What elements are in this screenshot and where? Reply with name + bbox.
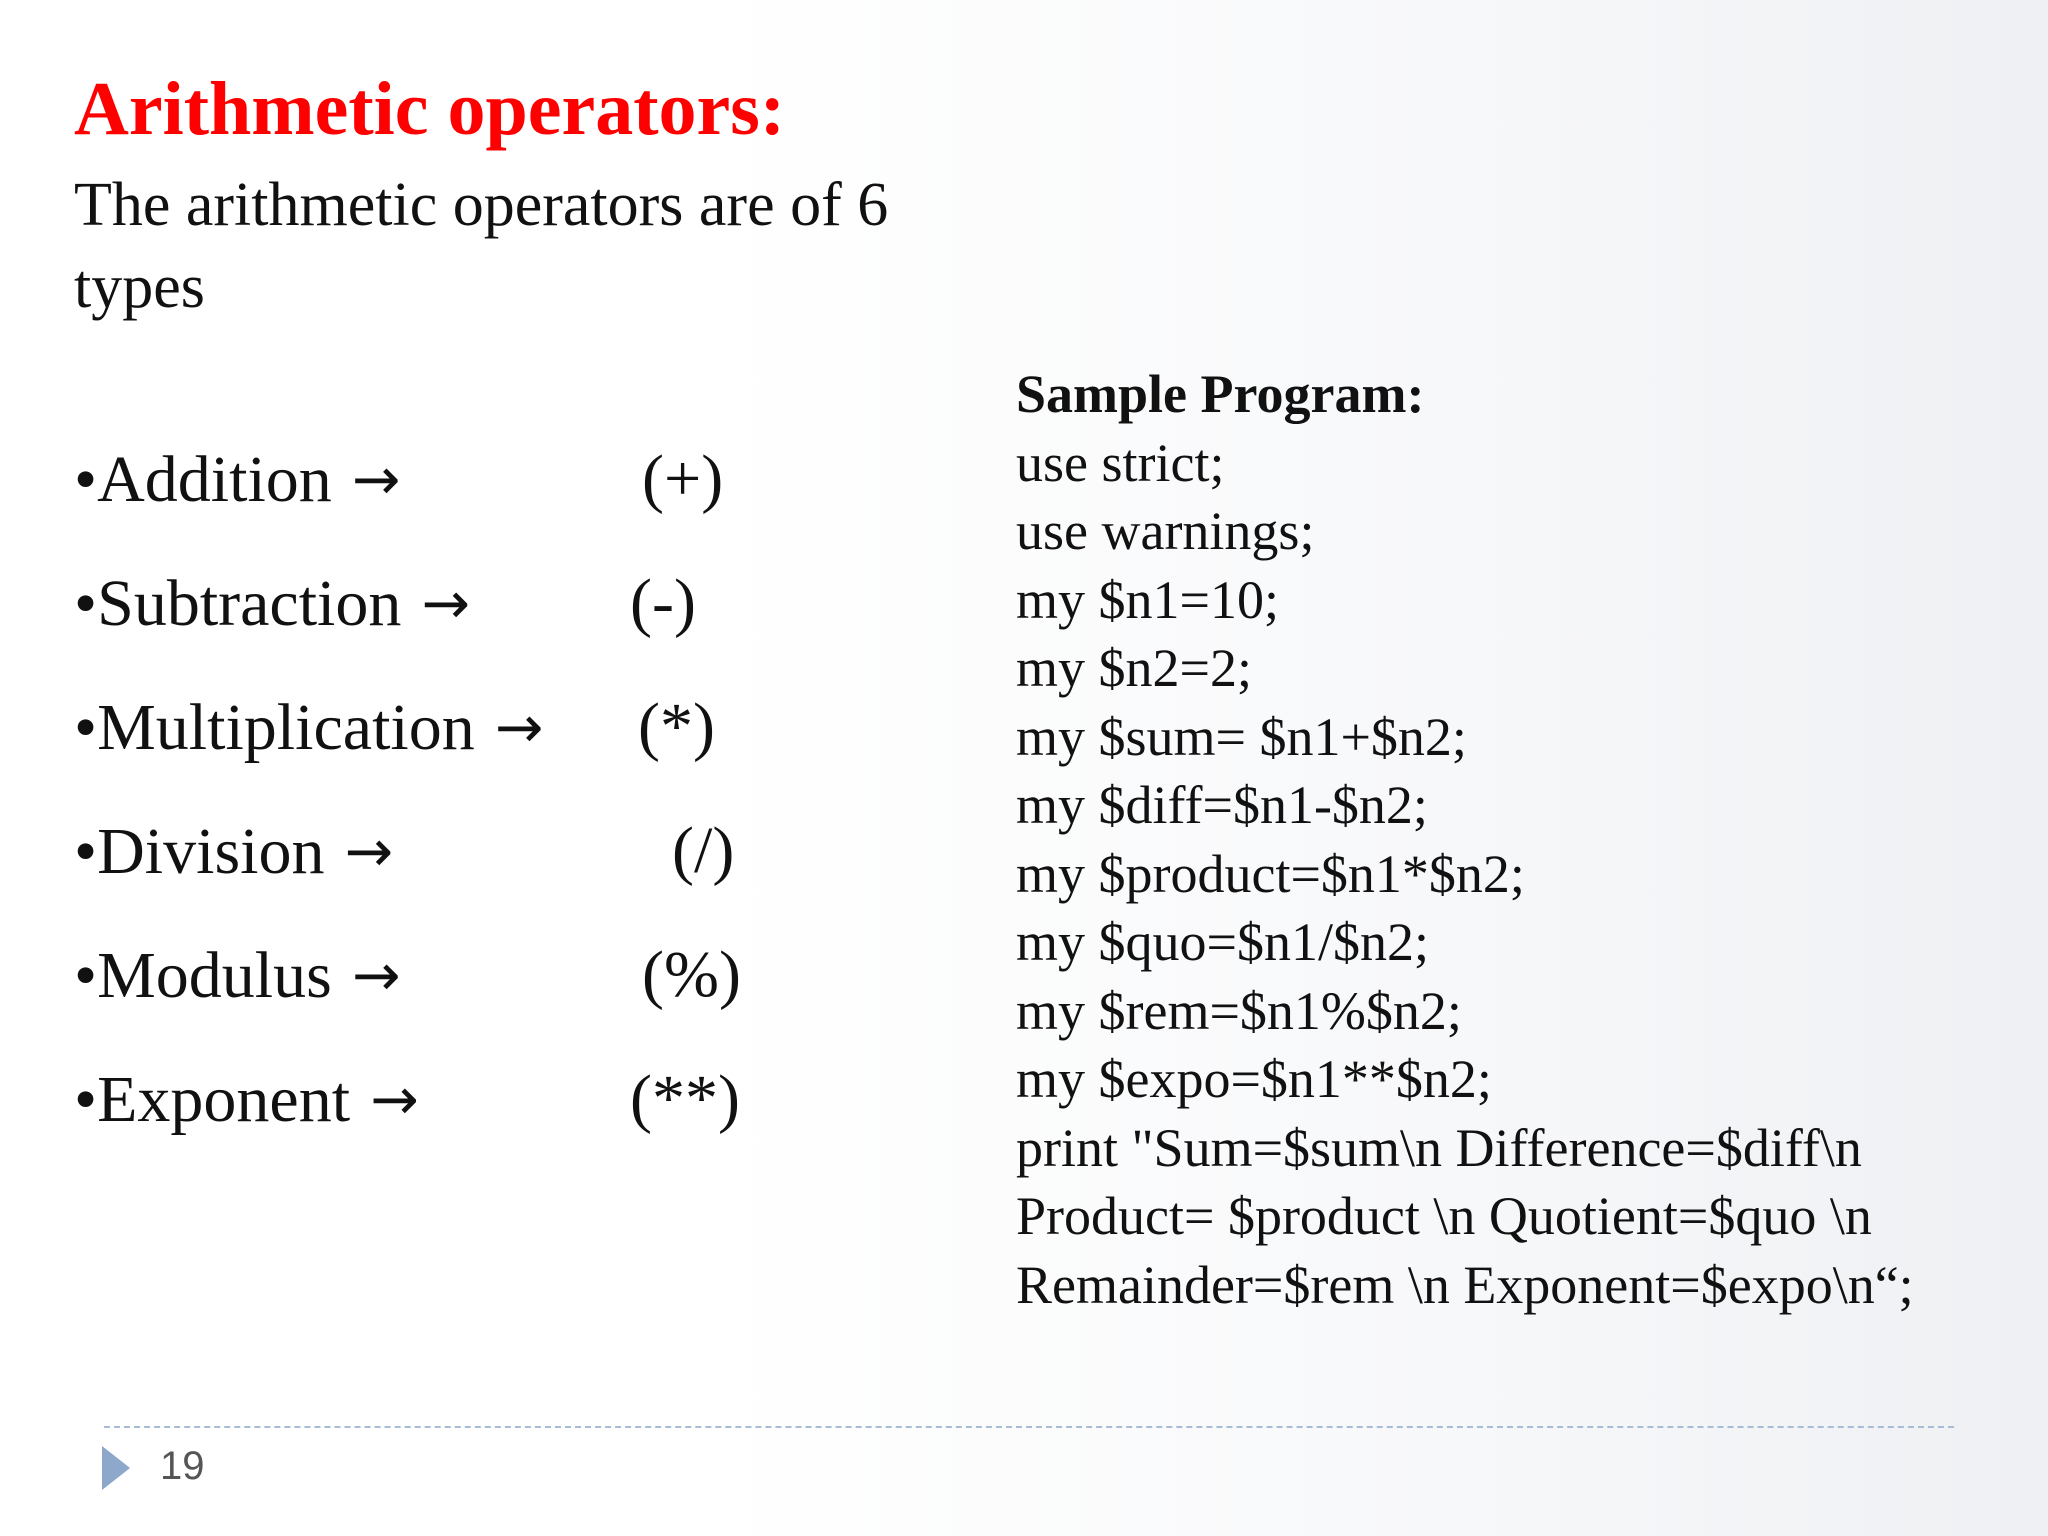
sample-program-heading: Sample Program: xyxy=(1016,364,1425,424)
slide-subtitle: The arithmetic operators are of 6 types xyxy=(74,171,889,321)
operator-list xyxy=(74,434,834,1178)
operator-item-division xyxy=(74,806,834,930)
operator-symbol: (*) xyxy=(638,690,715,763)
code-line: use strict; xyxy=(1016,432,1225,493)
operator-item-addition xyxy=(74,434,834,558)
bullet-icon: • xyxy=(74,815,98,888)
operator-item-subtraction xyxy=(74,558,834,682)
code-line: Product= $product \n Quotient=$quo \n xyxy=(1016,1186,1872,1246)
arrow-right-icon: → xyxy=(370,1065,419,1133)
operator-symbol: (+) xyxy=(642,442,724,515)
operator-name: Division xyxy=(97,815,325,888)
operator-name: Modulus xyxy=(97,939,332,1012)
operator-symbol: (**) xyxy=(630,1062,740,1135)
arrow-right-icon: → xyxy=(351,941,401,1009)
arrow-right-icon: → xyxy=(351,445,401,513)
code-line: my $quo=$n1/$n2; xyxy=(1016,912,1429,972)
code-line: my $n1=10; xyxy=(1016,569,1279,630)
operator-name: Exponent xyxy=(97,1063,351,1136)
arrow-right-icon: → xyxy=(421,569,471,637)
operator-symbol: (/) xyxy=(672,814,735,887)
code-line: use warnings; xyxy=(1016,501,1315,561)
operator-item-exponent xyxy=(74,1054,834,1178)
code-line: my $expo=$n1**$n2; xyxy=(1016,1049,1492,1109)
bullet-icon: • xyxy=(74,691,98,764)
footer-divider xyxy=(104,1426,1954,1428)
code-line: my $diff=$n1-$n2; xyxy=(1016,775,1428,835)
operator-symbol: (%) xyxy=(642,938,741,1011)
operator-symbol: (-) xyxy=(630,566,696,639)
operator-name: Subtraction xyxy=(97,567,402,640)
bullet-icon: • xyxy=(74,939,98,1012)
arrow-right-icon: → xyxy=(494,693,544,761)
operator-name: Addition xyxy=(97,443,332,516)
code-line: print "Sum=$sum\n Difference=$diff\n xyxy=(1016,1117,1862,1178)
operator-item-modulus xyxy=(74,930,834,1054)
operator-name: Multiplication xyxy=(97,691,475,764)
code-line: my $n2=2; xyxy=(1016,638,1252,698)
triangle-right-icon xyxy=(102,1446,130,1490)
bullet-icon: • xyxy=(74,567,98,640)
operator-item-multiplication xyxy=(74,682,834,806)
code-line: my $rem=$n1%$n2; xyxy=(1016,980,1462,1041)
code-line: my $product=$n1*$n2; xyxy=(1016,843,1525,904)
code-line: Remainder=$rem \n Exponent=$expo\n“; xyxy=(1016,1254,1914,1315)
bullet-icon: • xyxy=(74,1063,98,1136)
sample-program xyxy=(1016,360,1914,1319)
arrow-right-icon: → xyxy=(344,817,394,885)
slide-title: Arithmetic operators: xyxy=(74,67,786,151)
bullet-icon: • xyxy=(74,443,98,516)
code-line: my $sum= $n1+$n2; xyxy=(1016,706,1467,767)
page-number: 19 xyxy=(160,1444,205,1488)
